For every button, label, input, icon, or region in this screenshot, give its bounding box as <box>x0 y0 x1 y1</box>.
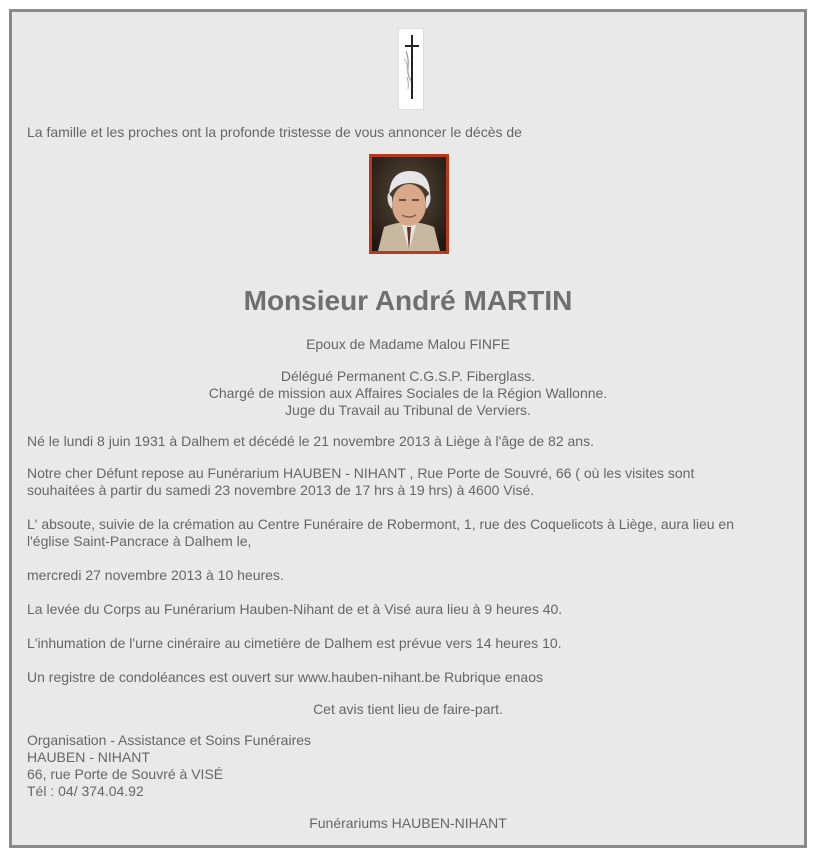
organisation-line: Organisation - Assistance et Soins Funéraires <box>27 732 312 748</box>
registry-text: Un registre de condoléances est ouvert sur www.hauben-nihant.be Rubrique enaos <box>27 669 543 685</box>
portrait-image <box>372 157 446 251</box>
obituary-content <box>12 12 804 845</box>
cross-icon <box>399 29 423 109</box>
obituary-frame <box>9 9 807 848</box>
portrait-photo <box>369 154 449 254</box>
cross-emblem <box>398 28 424 110</box>
title-line: Juge du Travail au Tribunal de Verviers. <box>285 402 531 418</box>
ceremony-date: mercredi 27 novembre 2013 à 10 heures. <box>27 567 284 583</box>
title-line: Chargé de mission aux Affaires Sociales de la Région Wallonne. <box>208 385 608 401</box>
footer-text: Funérariums HAUBEN-NIHANT <box>309 815 507 831</box>
organisation-line: HAUBEN - NIHANT <box>27 749 150 765</box>
organisation-phone: Tél : 04/ 374.04.92 <box>27 783 144 799</box>
intro-text: La famille et les proches ont la profonde tristesse de vous annoncer le décès de <box>27 124 522 140</box>
levee-text: La levée du Corps au Funérarium Hauben-Nihant de et à Visé aura lieu à 9 heures 40. <box>27 601 563 617</box>
repose-text: souhaitées à partir du samedi 23 novembre 2013 de 17 hrs à 19 hrs) à 4600 Visé. <box>27 482 535 498</box>
inhumation-text: L'inhumation de l'urne cinéraire au cimetière de Dalhem est prévue vers 14 heures 10. <box>27 635 562 651</box>
absoute-text: l'église Saint-Pancrace à Dalhem le, <box>27 533 252 549</box>
notice-text: Cet avis tient lieu de faire-part. <box>313 701 503 717</box>
deceased-name: Monsieur André MARTIN <box>243 285 573 316</box>
spouse-line: Epoux de Madame Malou FINFE <box>306 336 510 352</box>
absoute-text: L' absoute, suivie de la crémation au Centre Funéraire de Robermont, 1, rue des Coquelicots à Liège, aura lieu en <box>27 516 734 532</box>
birth-death-text: Né le lundi 8 juin 1931 à Dalhem et décédé le 21 novembre 2013 à Liège à l'âge de 82 ans. <box>27 433 594 449</box>
repose-text: Notre cher Défunt repose au Funérarium HAUBEN - NIHANT , Rue Porte de Souvré, 66 ( où les visites sont <box>27 465 695 481</box>
organisation-line: 66, rue Porte de Souvré à VISÉ <box>27 766 224 782</box>
title-line: Délégué Permanent C.G.S.P. Fiberglass. <box>280 368 536 384</box>
